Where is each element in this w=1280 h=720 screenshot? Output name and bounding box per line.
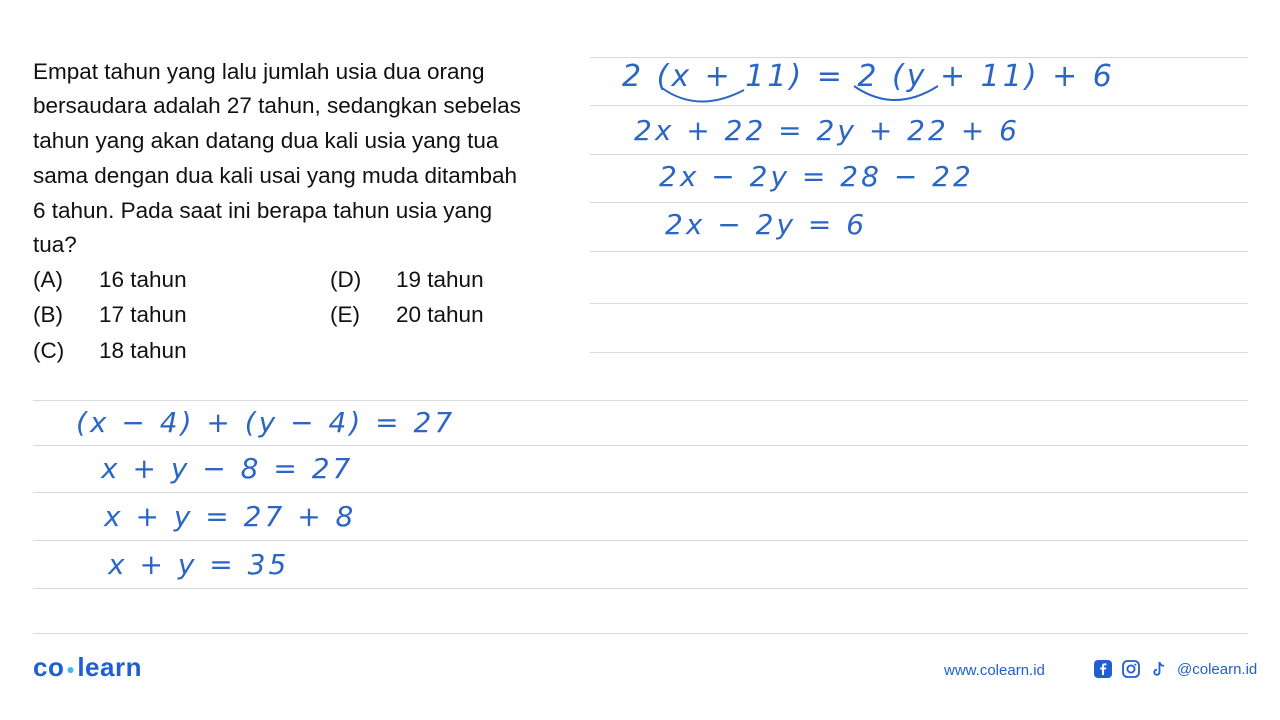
underline-arc-2 — [850, 82, 942, 110]
question-line: 6 tahun. Pada saat ini berapa tahun usia yang — [33, 198, 493, 223]
option-label: (D) — [330, 267, 362, 292]
brand-dot: ● — [66, 661, 76, 678]
question-line: tua? — [33, 232, 77, 257]
option-text: 20 tahun — [396, 302, 484, 327]
rule-line — [590, 251, 1248, 252]
option-label: (C) — [33, 338, 65, 363]
option-c[interactable] — [33, 336, 187, 366]
rule-line — [33, 492, 1248, 493]
brand-right: learn — [77, 652, 142, 682]
social-handle[interactable]: @colearn.id — [1177, 660, 1258, 678]
rule-line — [590, 303, 1248, 304]
option-e[interactable] — [330, 300, 484, 330]
work-line: 2x − 2y = 28 − 22 — [659, 160, 974, 193]
question-line: Empat tahun yang lalu jumlah usia dua orang — [33, 59, 485, 84]
work-line: 2x + 22 = 2y + 22 + 6 — [634, 114, 1020, 147]
underline-arc-1 — [658, 84, 748, 112]
footer — [0, 650, 1280, 690]
work-line: x + y − 8 = 27 — [101, 452, 354, 485]
rule-line — [33, 400, 1248, 401]
option-label: (B) — [33, 302, 63, 327]
rule-line — [33, 445, 1248, 446]
option-text: 16 tahun — [99, 267, 187, 292]
work-line: 2x − 2y = 6 — [665, 208, 868, 241]
work-line: (x − 4) + (y − 4) = 27 — [76, 406, 456, 439]
option-d[interactable] — [330, 265, 484, 295]
rule-line — [590, 57, 1248, 58]
social-links — [1093, 659, 1257, 679]
rule-line — [590, 154, 1248, 155]
question-line: bersaudara adalah 27 tahun, sedangkan sebelas — [33, 93, 521, 118]
facebook-icon[interactable] — [1093, 659, 1113, 679]
question-line: tahun yang akan datang dua kali usia yang tua — [33, 128, 499, 153]
rule-line — [33, 633, 1248, 634]
question-line: sama dengan dua kali usai yang muda ditambah — [33, 163, 518, 188]
instagram-icon[interactable] — [1121, 659, 1141, 679]
rule-line — [33, 540, 1248, 541]
rule-line — [590, 352, 1248, 353]
tiktok-icon[interactable] — [1149, 659, 1169, 679]
option-label: (E) — [330, 302, 360, 327]
website-link[interactable]: www.colearn.id — [944, 662, 1045, 679]
work-line: x + y = 27 + 8 — [104, 500, 357, 533]
option-text: 19 tahun — [396, 267, 484, 292]
option-b[interactable] — [33, 300, 187, 330]
colearn-logo[interactable] — [33, 652, 142, 683]
option-text: 18 tahun — [99, 338, 187, 363]
rule-line — [33, 588, 1248, 589]
rule-line — [590, 202, 1248, 203]
option-label: (A) — [33, 267, 63, 292]
work-line: 2 (x + 11) = 2 (y + 11) + 6 — [622, 59, 1115, 94]
work-line: x + y = 35 — [108, 548, 290, 581]
brand-left: co — [33, 652, 65, 682]
option-a[interactable] — [33, 265, 187, 295]
option-text: 17 tahun — [99, 302, 187, 327]
